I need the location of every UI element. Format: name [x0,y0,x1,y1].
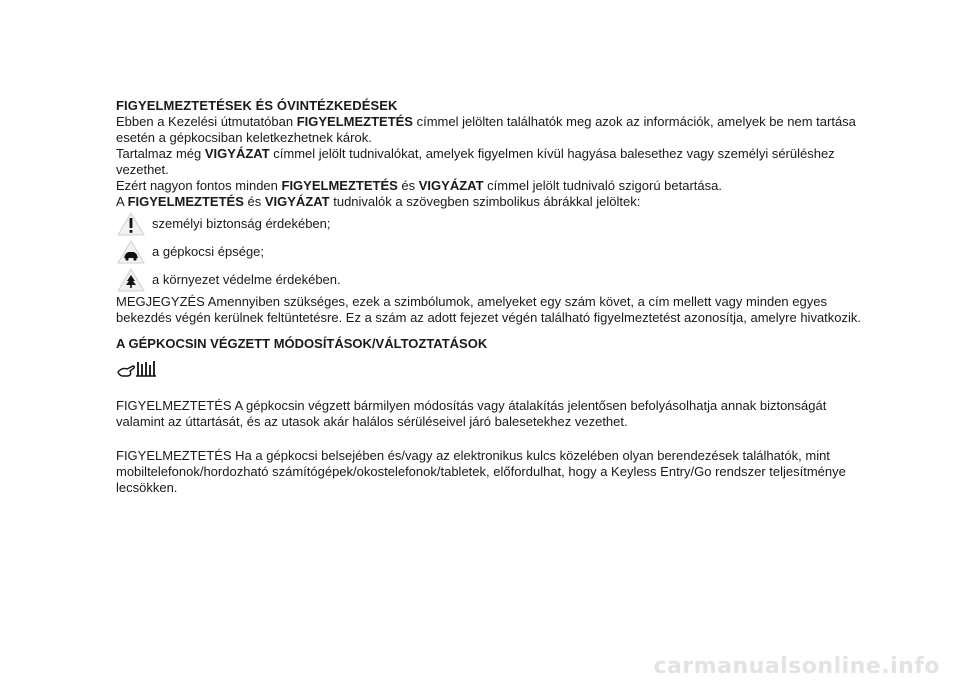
paragraph-symbols [116,194,876,210]
symbol-tree-row [116,266,876,294]
bold-term: VIGYÁZAT [264,194,330,209]
warning-car-icon [116,239,146,265]
text: tudnivalók a szövegben szimbolikus ábrákkal jelöltek: [329,194,641,209]
hand-tool-icon [116,358,162,380]
warning-tree-icon [116,267,146,293]
manual-page [116,98,876,496]
watermark: carmanualsonline.info [653,654,940,679]
text: Ezért nagyon fontos minden [116,178,282,193]
warning-paragraph-1: FIGYELMEZTETÉS A gépkocsin végzett bármilyen módosítás vagy átalakítás jelentősen befolyásolhatja annak biztonságát valamint az úttartását, és az utasok akár halálos sérüléseivel járó balesetekhez vezethet. [116,398,827,429]
symbol-car-row [116,238,876,266]
bold-term: VIGYÁZAT [204,146,270,161]
paragraph-caution [116,146,876,178]
warnings-heading: FIGYELMEZTETÉSEK ÉS ÓVINTÉZKEDÉSEK [116,98,398,113]
paragraph-importance [116,178,876,194]
section-icon-wrap [116,358,876,380]
text: címmel jelölten találhatók meg azok az információk, amelyek be nem tartása esetén a gépkocsiban keletkezhetnek károk. [116,114,856,145]
text: és [397,178,419,193]
warning-person-icon [116,211,146,237]
text: A [116,194,128,209]
bold-term: FIGYELMEZTETÉS [296,114,413,129]
spacer [116,380,876,398]
text: címmel jelölt tudnivaló szigorú betartása. [483,178,722,193]
text: címmel jelölt tudnivalókat, amelyek figyelmen kívül hagyása balesethez vagy személyi sérüléshez vezethet. [116,146,835,177]
bold-term: VIGYÁZAT [418,178,484,193]
paragraph-intro [116,114,876,146]
warning-paragraph-2: FIGYELMEZTETÉS Ha a gépkocsi belsejében és/vagy az elektronikus kulcs közelében olyan berendezések találhatók, mint mobiltelefonok/hordozható számítógépek/okostelefonok/tabletek, előfordulhat, hogy a Keyless Entry/Go rendszer teljesítménye lecsökken. [116,448,846,495]
symbol-car-text: a gépkocsi épsége; [152,244,265,259]
symbol-tree-text: a környezet védelme érdekében. [152,272,341,287]
note-paragraph: MEGJEGYZÉS Amennyiben szükséges, ezek a szimbólumok, amelyeket egy szám követ, a cím mellett vagy minden egyes bekezdés végén kerülnek feltüntetésre. Ez a szám az adott fejezet végén található figyelmeztetést azonosítja, amelyre hivatkozik. [116,294,862,325]
symbol-person-text: személyi biztonság érdekében; [152,216,331,231]
text: Ebben a Kezelési útmutatóban [116,114,297,129]
spacer [116,430,876,448]
bold-term: FIGYELMEZTETÉS [127,194,244,209]
symbol-person-row [116,210,876,238]
modifications-heading: A GÉPKOCSIN VÉGZETT MÓDOSÍTÁSOK/VÁLTOZTATÁSOK [116,336,488,351]
bold-term: FIGYELMEZTETÉS [281,178,398,193]
text: és [243,194,265,209]
text: Tartalmaz még [116,146,205,161]
